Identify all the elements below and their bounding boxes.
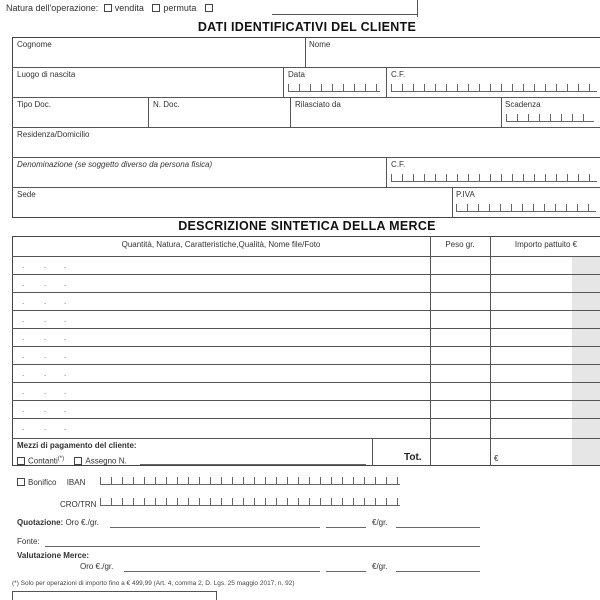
client-col-line (452, 187, 453, 218)
vendita-checkbox[interactable] (104, 4, 112, 12)
permuta-label: permuta (163, 3, 197, 13)
valutazione-label: Valutazione Merce: (17, 551, 90, 560)
row-dot-mark: . (22, 315, 25, 324)
goods-row[interactable] (12, 310, 600, 311)
row-dot-mark: . (22, 405, 25, 414)
payment-row1 (17, 454, 127, 467)
col-desc-header: Quantità, Natura, Caratteristiche,Qualità, Nome file/Foto (121, 240, 321, 249)
scadenza-label: Scadenza (505, 100, 541, 109)
goods-row[interactable] (12, 400, 600, 401)
quotazione-oro-line[interactable] (110, 527, 320, 528)
row-dot-mark: . (44, 333, 47, 342)
cf2-label: C.F. (391, 160, 406, 169)
tot-euro-label: € (494, 454, 499, 463)
row-dot-mark: . (44, 423, 47, 432)
cf2-field[interactable] (391, 174, 597, 182)
goods-col-line (490, 236, 491, 466)
row-dot-mark: . (44, 369, 47, 378)
other-fill-line (272, 14, 417, 15)
goods-row[interactable] (12, 346, 600, 347)
nature-row (6, 3, 216, 13)
client-section-title: DATI IDENTIFICATIVI DEL CLIENTE (197, 20, 417, 34)
cf-label: C.F. (391, 70, 406, 79)
bottom-box (12, 591, 217, 600)
quotazione-oro: Oro €./gr. (65, 518, 99, 527)
assegno-fill-line[interactable] (140, 464, 366, 465)
row-dot-mark: . (64, 369, 67, 378)
goods-row[interactable] (12, 328, 600, 329)
client-col-line (305, 37, 306, 67)
row-dot-mark: . (64, 297, 67, 306)
client-col-line (386, 67, 387, 97)
importo-cents-shade (572, 256, 600, 438)
goods-row[interactable] (12, 274, 600, 275)
row-dot-mark: . (22, 369, 25, 378)
client-col-line (283, 67, 284, 97)
goods-row[interactable] (12, 382, 600, 383)
piva-field[interactable] (456, 204, 596, 212)
row-dot-mark: . (44, 279, 47, 288)
row-dot-mark: . (22, 387, 25, 396)
row-dot-mark: . (22, 351, 25, 360)
contanti-checkbox[interactable] (17, 457, 25, 465)
row-dot-mark: . (44, 387, 47, 396)
luogo-nascita-label: Luogo di nascita (17, 70, 76, 79)
client-col-line (501, 97, 502, 127)
contanti-label: Contanti (28, 456, 58, 466)
iban-label: IBAN (66, 478, 86, 487)
top-divider (417, 0, 418, 17)
valutazione-oro: Oro €./gr. (80, 562, 114, 571)
fonte-label: Fonte: (17, 537, 40, 546)
col-importo-header: Importo pattuito € (514, 240, 578, 249)
valutazione-pergr-line[interactable] (396, 571, 480, 572)
row-dot-mark: . (44, 261, 47, 270)
bonifico-checkbox[interactable] (17, 478, 25, 486)
row-dot-mark: . (44, 405, 47, 414)
col-peso-header: Peso gr. (445, 240, 475, 249)
client-row-line (12, 187, 600, 188)
sede-label: Sede (17, 190, 36, 199)
fonte-line[interactable] (45, 546, 480, 547)
row-dot-mark: . (64, 387, 67, 396)
row-dot-mark: . (22, 297, 25, 306)
goods-row[interactable] (12, 418, 600, 419)
nature-label: Natura dell'operazione: (6, 3, 99, 13)
goods-row[interactable] (12, 256, 600, 257)
client-row-line (12, 127, 600, 128)
row-dot-mark: . (64, 279, 67, 288)
valutazione-oro-line[interactable] (124, 571, 320, 572)
client-col-line (148, 97, 149, 127)
quotazione-row (17, 518, 99, 528)
tot-col-line (372, 438, 373, 466)
goods-table (12, 236, 600, 466)
row-dot-mark: . (64, 315, 67, 324)
cro-label: CRO/TRN (60, 500, 97, 509)
quotazione-per-gr: €/gr. (372, 518, 388, 527)
row-dot-mark: . (64, 351, 67, 360)
quotazione-pergr-line[interactable] (396, 527, 480, 528)
row-dot-mark: . (64, 423, 67, 432)
cro-field[interactable] (100, 498, 400, 506)
tot-label: Tot. (404, 452, 422, 463)
quotazione-label: Quotazione: (17, 518, 64, 527)
client-row-line (12, 97, 600, 98)
other-checkbox[interactable] (205, 4, 213, 12)
goods-col-line (430, 236, 431, 466)
goods-divider (12, 438, 600, 439)
row-dot-mark: . (22, 423, 25, 432)
cognome-label: Cognome (17, 40, 52, 49)
data-label: Data (288, 70, 305, 79)
nome-label: Nome (309, 40, 331, 49)
permuta-checkbox[interactable] (152, 4, 160, 12)
client-row-line (12, 157, 600, 158)
row-dot-mark: . (22, 261, 25, 270)
valutazione-per-gr: €/gr. (372, 562, 388, 571)
client-col-line (290, 97, 291, 127)
birth-date-field[interactable] (288, 84, 380, 92)
row-dot-mark: . (44, 315, 47, 324)
goods-row[interactable] (12, 292, 600, 293)
row-dot-mark: . (64, 261, 67, 270)
row-dot-mark: . (44, 351, 47, 360)
quotazione-extra-line[interactable] (326, 527, 366, 528)
footnote: (*) Solo per operazioni di importo fino a € 499,99 (Art. 4, comma 2, D. Lgs. 25 maggio 2017, n. 92) (12, 580, 295, 587)
payment-title: Mezzi di pagamento del cliente: (17, 441, 137, 450)
row-dot-mark: . (64, 405, 67, 414)
contanti-note: (*) (57, 456, 65, 462)
goods-row[interactable] (12, 364, 600, 365)
n-doc-label: N. Doc. (153, 100, 180, 109)
denominazione-label: Denominazione (se soggetto diverso da persona fisica) (17, 160, 213, 169)
piva-label: P.IVA (456, 190, 475, 199)
row-dot-mark: . (64, 333, 67, 342)
assegno-checkbox[interactable] (74, 457, 82, 465)
tot-cents-shade (572, 439, 600, 465)
goods-section-title: DESCRIZIONE SINTETICA DELLA MERCE (178, 219, 436, 233)
bonifico-label: Bonifico (28, 478, 57, 487)
client-col-line (386, 157, 387, 187)
rilasciato-label: Rilasciato da (295, 100, 341, 109)
row-dot-mark: . (22, 279, 25, 288)
vendita-label: vendita (114, 3, 144, 13)
residenza-label: Residenza/Domicilio (17, 130, 90, 139)
cf-field[interactable] (391, 84, 597, 92)
valutazione-extra-line[interactable] (326, 571, 366, 572)
row-dot-mark: . (22, 333, 25, 342)
scadenza-field[interactable] (506, 114, 594, 122)
iban-field[interactable] (100, 477, 400, 485)
assegno-label: Assegno N. (85, 456, 127, 466)
bonifico-row (17, 478, 85, 488)
tipo-doc-label: Tipo Doc. (17, 100, 51, 109)
client-row-line (12, 67, 600, 68)
row-dot-mark: . (44, 297, 47, 306)
